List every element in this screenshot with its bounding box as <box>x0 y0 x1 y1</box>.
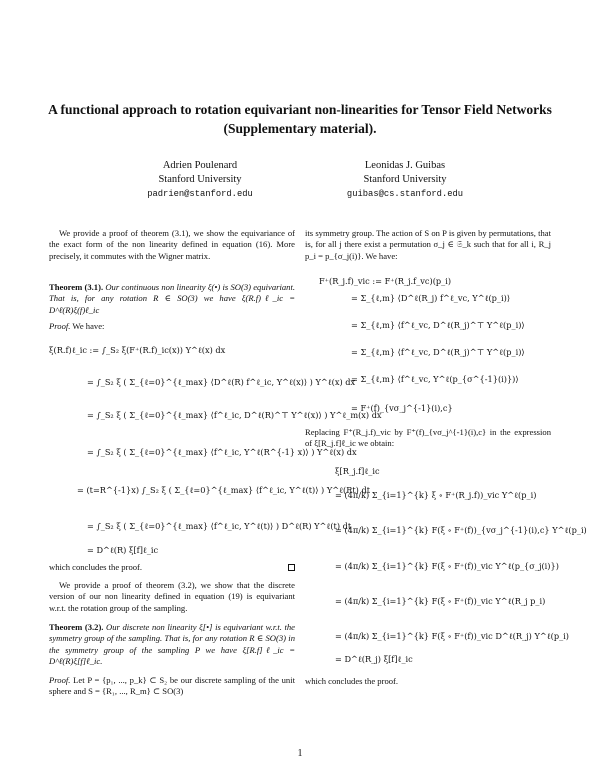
equation-line: = (4π/k) Σ_{i=1}^{k} F(ξ ∘ F⁺(f))_vic D^ℓ(R_j) Y^ℓ(p_i) <box>335 631 570 641</box>
equation-line: ξ(R.f)ℓ_ic := ∫_S₂ ξ(F⁺(R.f)_ic(x)) Y^ℓ(x) dx <box>49 345 226 355</box>
theorem-label: Theorem (3.2). <box>49 622 104 632</box>
equation-line: = D^ℓ(R) ξ[f]ℓ_ic <box>87 545 159 555</box>
proof-intro <box>49 321 295 332</box>
equation-line: ξ[R_j.f]ℓ_ic <box>335 466 380 476</box>
equation-line: = ∫_S₂ ξ ( Σ_{ℓ=0}^{ℓ_max} ⟨f^ℓ_ic, D^ℓ(R)^⊤ Y^ℓ(x)⟩ ) Y^ℓ_m(x) dx <box>87 410 382 420</box>
proof-end: which concludes the proof. <box>49 562 143 572</box>
equation-line: = Σ_{ℓ,m} ⟨f^ℓ_vc, D^ℓ(R_j)^⊤ Y^ℓ(p_i)⟩ <box>351 347 525 357</box>
author-affiliation: Stanford University <box>158 174 242 185</box>
continuation-paragraph: its symmetry group. The action of S on P is given by permutations, that is, for all j there exist a permutation σ_j ∈ 𝔖_k such that for all i, R_j p_i = p_{σ_j(i)}. We have: <box>305 228 551 261</box>
equation-line: = Σ_{ℓ,m} ⟨D^ℓ(R_j) f^ℓ_vc, Y^ℓ(p_i)⟩ <box>351 293 511 303</box>
author-email: guibas@cs.stanford.edu <box>346 189 464 199</box>
equation-line: F⁺(R_j.f)_vic := F⁺(R_j.f_vc)(p_i) <box>319 276 452 286</box>
replacing-paragraph: Replacing F⁺(R_j.f)_vic by F⁺(f)_{vσ_j^{-1}(i),c} in the expression of ξ[R_j.f]ℓ_ic we obtain: <box>305 427 551 449</box>
theorem-3-1 <box>49 282 295 316</box>
author-email: padrien@stanford.edu <box>147 189 253 199</box>
equation-line: = Σ_{ℓ,m} ⟨f^ℓ_vc, Y^ℓ(p_{σ^{-1}(i)})⟩ <box>351 374 519 384</box>
equation-line: = (t=R^{-1}x) ∫_S₂ ξ ( Σ_{ℓ=0}^{ℓ_max} ⟨f^ℓ_ic, Y^ℓ(t)⟩ ) Y^ℓ(Rt) dt <box>77 485 370 495</box>
qed-symbol <box>288 564 295 571</box>
equation-line: = (4π/k) Σ_{i=1}^{k} ξ ∘ F⁺(R_j.f))_vic Y^ℓ(p_i) <box>335 490 537 500</box>
author-name: Leonidas J. Guibas <box>364 160 446 171</box>
proof-label: Proof. <box>49 321 71 331</box>
proof-text: Let P = {p₁, ..., p_k} ⊂ S₂ be our discrete sampling of the unit sphere and S = {R₁, ..., R_m} ⊂ SO(3) <box>49 675 296 697</box>
equation-line: = ∫_S₂ ξ ( Σ_{ℓ=0}^{ℓ_max} ⟨D^ℓ(R) f^ℓ_ic, Y^ℓ(x)⟩ ) Y^ℓ(x) dx <box>87 377 356 387</box>
proof-label: Proof. <box>49 675 71 685</box>
theorem-3-2 <box>49 622 295 668</box>
proof-intro <box>49 675 295 698</box>
equation-line: = Σ_{ℓ,m} ⟨f^ℓ_vc, D^ℓ(R_j)^⊤ Y^ℓ(p_i)⟩ <box>351 320 525 330</box>
author-block <box>305 159 505 201</box>
equation-line: = (4π/k) Σ_{i=1}^{k} F(ξ ∘ F⁺(f))_{vσ_j^{-1}(i),c} Y^ℓ(p_i) <box>335 525 587 535</box>
paper-title: A functional approach to rotation equivariant non-linearities for Tensor Field Networks (Supplementary material). <box>48 102 552 136</box>
equation-line: = (4π/k) Σ_{i=1}^{k} F(ξ ∘ F⁺(f))_vic Y^ℓ(R_j p_i) <box>335 596 546 606</box>
theorem-statement: Our continuous non linearity ξ(•) is SO(3) equivariant. That is, for any rotation R ∈ SO(3) we have ξ(R.f)ℓ_ic = D^ℓ(R)ξ(f)ℓ_ic <box>49 282 295 315</box>
equation-line: = ∫_S₂ ξ ( Σ_{ℓ=0}^{ℓ_max} ⟨f^ℓ_ic, Y^ℓ(R^{-1} x)⟩ ) Y^ℓ(x) dx <box>87 447 357 457</box>
theorem-label: Theorem (3.1). <box>49 282 104 292</box>
theorem-statement: Our discrete non linearity ξ[•] is equivariant w.r.t. the symmetry group of the sampling. That is, for any rotation R ∈ SO(3) in the symmetry group of the sampling P we have ξ[R.f]ℓ_ic = D^ℓ(R)ξ[f]ℓ_ic. <box>49 622 295 667</box>
equation-line: = ∫_S₂ ξ ( Σ_{ℓ=0}^{ℓ_max} ⟨f^ℓ_ic, Y^ℓ(t)⟩ ) D^ℓ(R) Y^ℓ(t) dt <box>87 521 352 531</box>
equation-line: = F⁺(f)_{vσ_j^{-1}(i),c} <box>351 403 453 413</box>
author-block <box>100 159 300 201</box>
proof-end: which concludes the proof. <box>305 676 399 686</box>
equation-line: = (4π/k) Σ_{i=1}^{k} F(ξ ∘ F⁺(f))_vic Y^ℓ(p_{σ_j(i)}) <box>335 561 559 571</box>
author-affiliation: Stanford University <box>363 174 447 185</box>
author-name: Adrien Poulenard <box>162 160 238 171</box>
page-number: 1 <box>297 748 303 759</box>
proof-text: We have: <box>72 321 105 331</box>
intro-paragraph: We provide a proof of theorem (3.2), we show that the discrete version of our non linearity defined in equation (19) is equivariant w.r.t. the rotation group of the sampling. <box>49 580 295 613</box>
intro-paragraph: We provide a proof of theorem (3.1), we show the equivariance of the exact form of the non linearity defined in equation (16). More precisely, it commutes with the Wigner matrix. <box>49 228 295 261</box>
equation-line: = D^ℓ(R_j) ξ[f]ℓ_ic <box>335 654 413 664</box>
